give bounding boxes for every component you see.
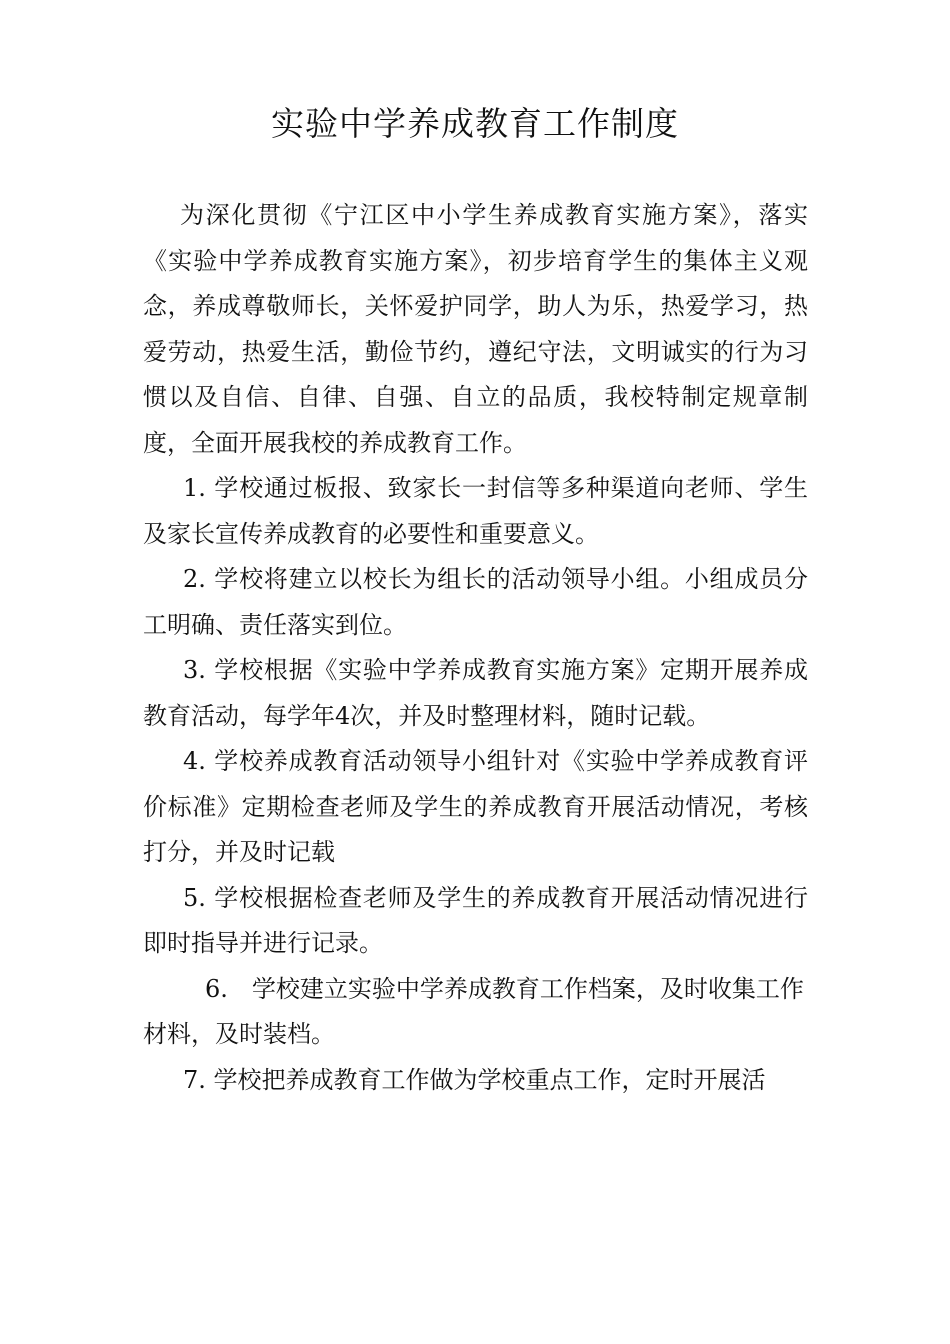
item-6-paragraph: 6. 学校建立实验中学养成教育工作档案，及时收集工作 [205,974,804,1003]
item-4-paragraph: 4. 学校养成教育活动领导小组针对《实验中学养成教育评价标准》定期检查老师及学生的养成教育开展活动情况，考核打分，并及时记载 [143,747,808,866]
document-body [143,193,808,1103]
item-5-paragraph: 5. 学校根据检查老师及学生的养成教育开展活动情况进行即时指导并进行记录。 [143,883,808,957]
item-3-paragraph: 3. 学校根据《实验中学养成教育实施方案》定期开展养成教育活动，每学年4次，并及时整理材料，随时记载。 [143,656,808,730]
item-1-paragraph: 1. 学校通过板报、致家长一封信等多种渠道向老师、学生及家长宣传养成教育的必要性和重要意义。 [143,474,808,548]
item-7-paragraph: 7. 学校把养成教育工作做为学校重点工作，定时开展活 [183,1065,766,1094]
item-2-paragraph: 2. 学校将建立以校长为组长的活动领导小组。小组成员分工明确、责任落实到位。 [143,565,808,639]
document-title: 实验中学养成教育工作制度 [271,104,679,143]
intro-paragraph: 为深化贯彻《宁江区中小学生养成教育实施方案》，落实《实验中学养成教育实施方案》，初步培育学生的集体主义观念，养成尊敬师长，关怀爱护同学，助人为乐，热爱学习，热爱劳动，热爱生活，勤俭节约，遵纪守法，文明诚实的行为习惯以及自信、自律、自强、自立的品质，我校特制定规章制度，全面开展我校的养成教育工作。 [143,201,808,457]
item-6-continuation: 材料，及时装档。 [143,1020,335,1048]
